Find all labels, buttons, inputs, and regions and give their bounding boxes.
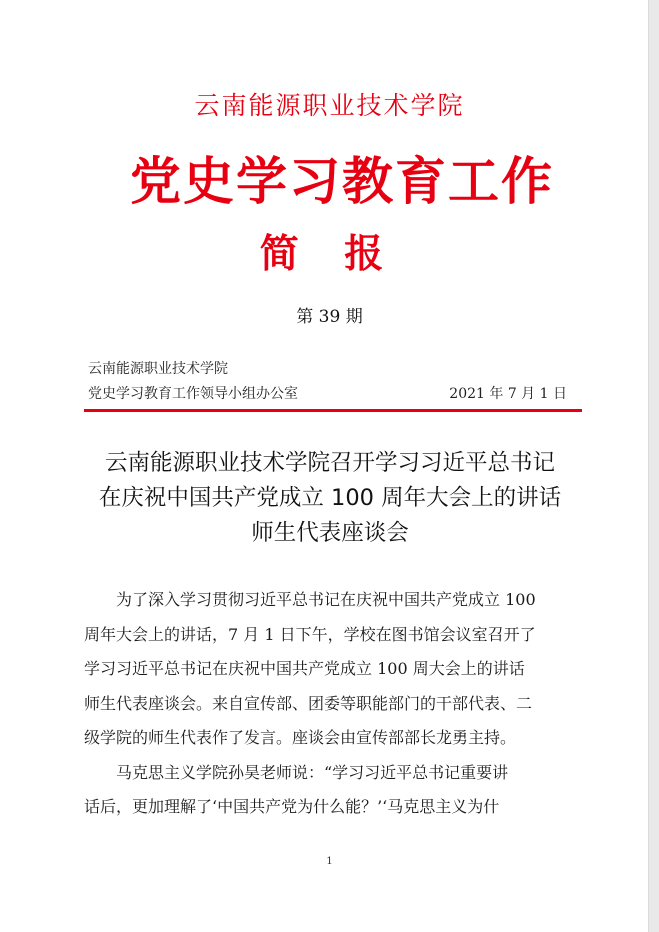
red-divider <box>84 409 582 412</box>
article-body <box>84 583 576 825</box>
article-headline <box>60 446 600 551</box>
body-line: 为了深入学习贯彻习近平总书记在庆祝中国共产党成立 100 <box>84 590 536 609</box>
page-number: 1 <box>326 856 333 867</box>
headline-line: 云南能源职业技术学院召开学习习近平总书记 <box>104 450 555 476</box>
body-line: 师生代表座谈会。来自宣传部、团委等职能部门的干部代表、二 <box>84 693 533 713</box>
masthead-title: 党史学习教育工作 <box>129 152 554 212</box>
body-line: 周年大会上的讲话，7 月 1 日下午，学校在图书馆会议室召开了 <box>84 624 536 644</box>
headline-line: 师生代表座谈会 <box>251 520 409 546</box>
issuer-office: 党史学习教育工作领导小组办公室 <box>88 386 298 402</box>
issue-number: 第 39 期 <box>296 307 363 327</box>
issuer-school: 云南能源职业技术学院 <box>88 361 228 377</box>
body-line: 马克思主义学院孙昊老师说：“学习习近平总书记重要讲 <box>84 762 509 782</box>
body-line: 级学院的师生代表作了发言。座谈会由宣传部部长龙勇主持。 <box>84 728 517 747</box>
body-line: 话后，更加理解了‘中国共产党为什么能？’‘马克思主义为什 <box>84 797 500 816</box>
body-line: 学习习近平总书记在庆祝中国共产党成立 100 周大会上的讲话 <box>84 659 525 678</box>
masthead-subtitle: 简 报 <box>259 231 400 277</box>
issue-date: 2021 年 7 月 1 日 <box>449 386 567 402</box>
masthead-school-name: 云南能源职业技术学院 <box>194 91 465 120</box>
headline-line: 在庆祝中国共产党成立 100 周年大会上的讲话 <box>98 485 562 511</box>
